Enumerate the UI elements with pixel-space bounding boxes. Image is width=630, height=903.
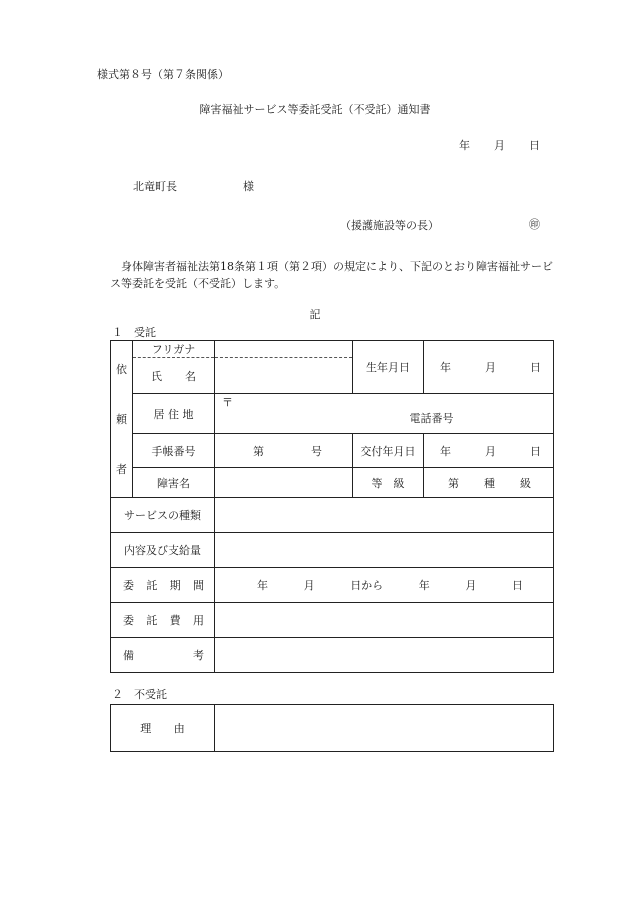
period-label: 委 託 期 間: [111, 568, 215, 603]
document-title: 障害福祉サービス等委託受託（不受託）通知書: [199, 103, 431, 116]
cost-label: 委 託 費 用: [111, 603, 215, 638]
requester-label: 依 頼 者: [111, 341, 133, 498]
birth-label: 生年月日: [353, 341, 424, 394]
name-field[interactable]: [215, 358, 353, 394]
disability-label: 障害名: [133, 468, 215, 498]
address-label: 居 住 地: [133, 394, 215, 434]
period-field[interactable]: 年 月 日から 年 月 日: [215, 568, 554, 603]
service-type-field[interactable]: [215, 498, 554, 533]
section1-heading: １ 受託: [112, 326, 156, 339]
handbook-label: 手帳番号: [133, 434, 215, 468]
body-text: 身体障害者福祉法第18条第１項（第２項）の規定により、下記のとおり障害福祉サービス等委託を受託（不受託）します。: [110, 260, 553, 290]
furigana-label: フリガナ: [133, 341, 215, 358]
grade-label: 等 級: [353, 468, 424, 498]
reason-field[interactable]: [215, 705, 554, 752]
handbook-field[interactable]: 第 号: [215, 434, 353, 468]
issue-date-label: 交付年月日: [353, 434, 424, 468]
section2-heading: ２ 不受託: [112, 688, 167, 701]
form-number: 様式第８号（第７条関係）: [97, 68, 229, 81]
address-field[interactable]: [215, 394, 554, 434]
remarks-field[interactable]: [215, 638, 554, 673]
service-type-label: サービスの種類: [111, 498, 215, 533]
cost-field[interactable]: [215, 603, 554, 638]
issuer: （援護施設等の長）: [340, 219, 439, 232]
issue-date-field[interactable]: 年 月 日: [424, 434, 554, 468]
name-label: 氏 名: [133, 358, 215, 394]
acceptance-table: [110, 340, 554, 673]
grade-field[interactable]: 第 種 級: [424, 468, 554, 498]
phone-label: 電話番号: [409, 412, 454, 425]
seal-mark: ㊞: [529, 218, 540, 231]
remarks-label: 備 考: [111, 638, 215, 673]
date-month: 月: [494, 139, 505, 152]
date-year: 年: [459, 139, 470, 152]
date-day: 日: [529, 139, 540, 152]
ki-heading: 記: [309, 308, 321, 321]
content-field[interactable]: [215, 533, 554, 568]
disability-field[interactable]: [215, 468, 353, 498]
reason-label: 理 由: [111, 705, 215, 752]
content-label: 内容及び支給量: [111, 533, 215, 568]
refusal-table: [110, 704, 554, 752]
postal-mark: 〒: [222, 396, 233, 409]
recipient: 北竜町長 様: [133, 180, 254, 193]
date-line: [459, 137, 540, 153]
furigana-field[interactable]: [215, 341, 353, 358]
birth-field[interactable]: 年 月 日: [424, 341, 554, 394]
